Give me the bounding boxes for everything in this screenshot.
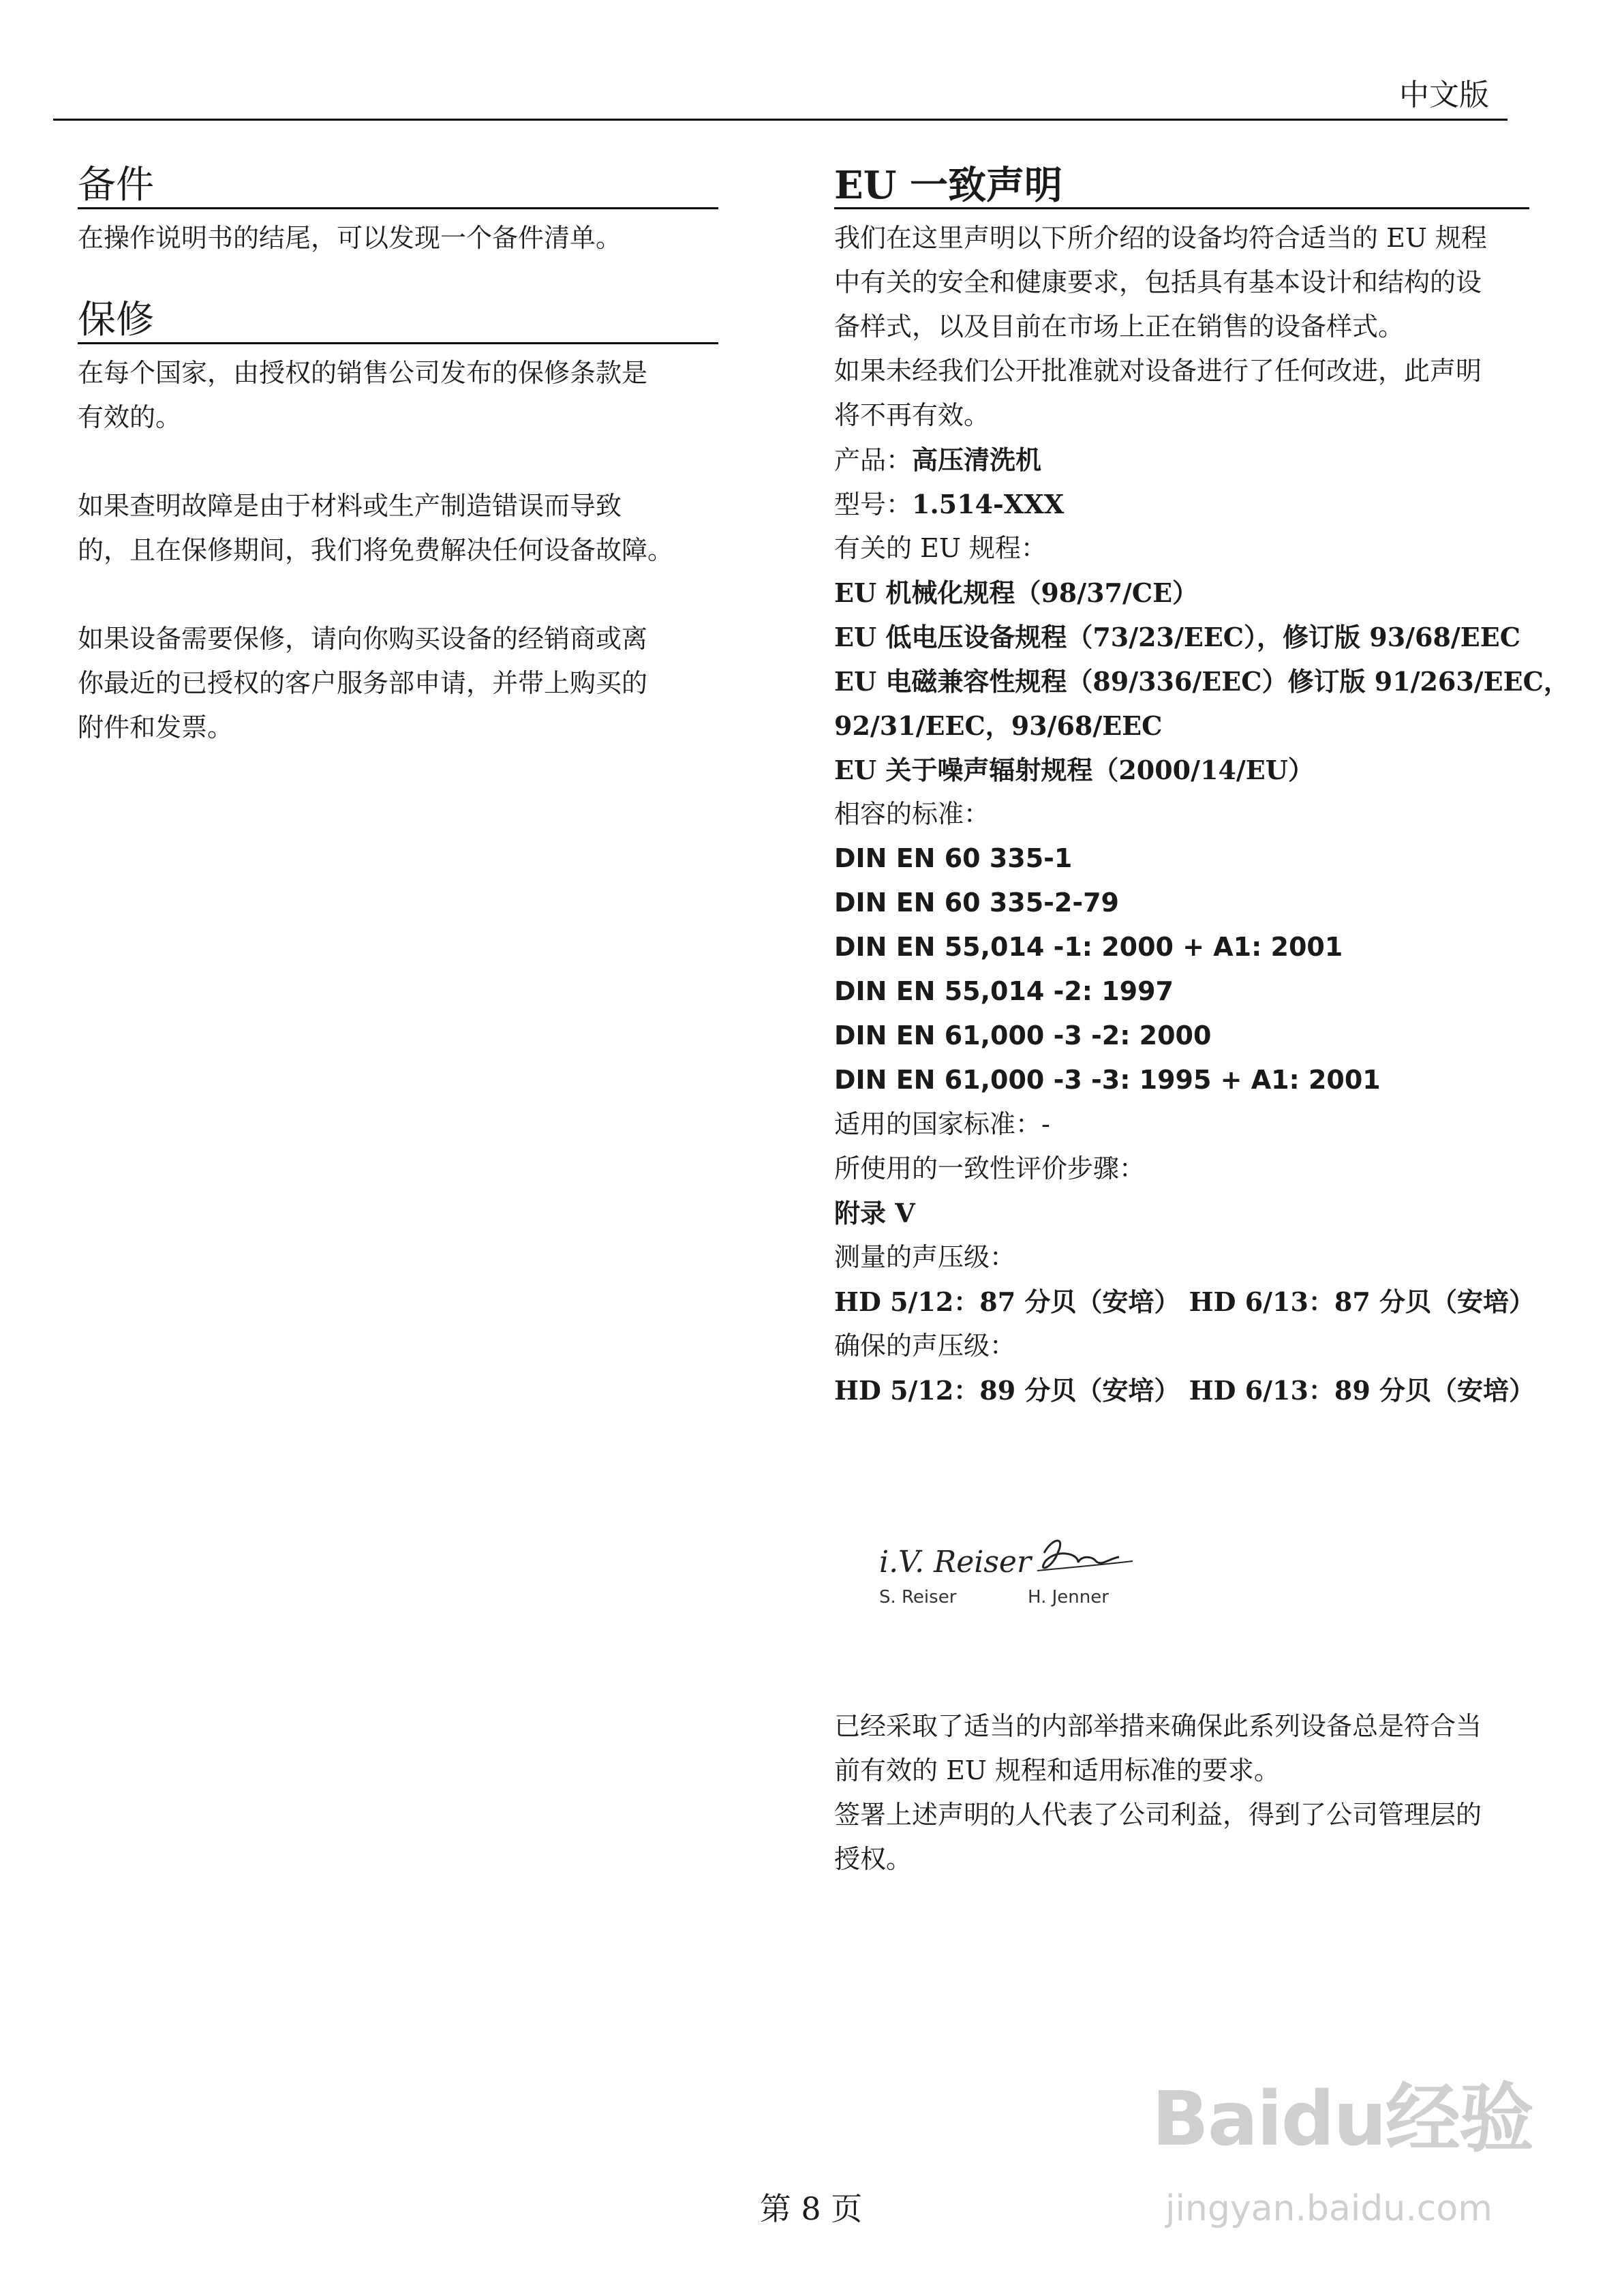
warranty-title: 保修 [78, 299, 718, 344]
guaranteed-value: HD 5/12：89 分贝（安培） HD 6/13：89 分贝（安培） [834, 1375, 1535, 1406]
page-number: 第 8 页 [759, 2190, 863, 2227]
product-value: 高压清洗机 [912, 444, 1042, 475]
warranty-paragraph-3: 如果设备需要保修，请向你购买设备的经销商或离 你最近的已授权的客户服务部申请，并带上购买的 附件和发票。 [78, 624, 648, 742]
directive-line: EU 关于噪声辐射规程（2000/14/EU） [834, 755, 1314, 785]
standard-line: DIN EN 55,014 -1: 2000 + A1: 2001 [834, 932, 1343, 962]
signature-image [874, 1526, 1160, 1628]
model-label: 型号： [834, 489, 913, 519]
declaration-intro: 我们在这里声明以下所介绍的设备均符合适当的 EU 规程 中有关的安全和健康要求，包括具有基本设计和结构的设 备样式，以及目前在市场上正在销售的设备样式。 [834, 223, 1487, 342]
standard-line: DIN EN 60 335-2-79 [834, 888, 1119, 918]
header-rule [53, 119, 1508, 121]
closing-paragraph-2: 签署上述声明的人代表了公司利益，得到了公司管理层的 授权。 [834, 1800, 1482, 1874]
directives-label: 有关的 EU 规程： [834, 533, 1047, 563]
baidu-watermark [1152, 2059, 1561, 2263]
product-label: 产品： [834, 445, 913, 475]
declaration-column [834, 163, 1570, 1413]
declaration-validity: 如果未经我们公开批准就对设备进行了任何改进，此声明 将不再有效。 [834, 356, 1482, 430]
closing-paragraph-1: 已经采取了适当的内部举措来确保此系列设备总是符合当 前有效的 EU 规程和适用标准的要求。 [834, 1711, 1482, 1785]
procedure-label: 所使用的一致性评价步骤： [834, 1153, 1146, 1183]
directive-line: EU 低电压设备规程（73/23/EEC），修订版 93/68/EEC [834, 622, 1520, 652]
closing-statement [834, 1704, 1565, 1882]
signature-reiser-script: i.V. Reiser [879, 1545, 1032, 1580]
spares-title: 备件 [78, 164, 718, 209]
model-line [834, 482, 1565, 526]
declaration-title: EU 一致声明 [834, 164, 1529, 209]
warranty-paragraph-2: 如果查明故障是由于材料或生产制造错误而导致 的，且在保修期间，我们将免费解决任何设备故障。 [78, 491, 674, 565]
directive-line: EU 电磁兼容性规程（89/336/EEC）修订版 91/263/EEC， [834, 666, 1570, 697]
measured-value: HD 5/12：87 分贝（安培） HD 6/13：87 分贝（安培） [834, 1286, 1535, 1317]
guaranteed-label: 确保的声压级： [834, 1331, 1016, 1361]
signatory-name-2: H. Jenner [1028, 1587, 1109, 1607]
standard-line: DIN EN 60 335-1 [834, 843, 1073, 873]
procedure-value: 附录 V [834, 1198, 915, 1228]
standard-line: DIN EN 61,000 -3 -2: 2000 [834, 1021, 1212, 1051]
standard-line: DIN EN 55,014 -2: 1997 [834, 976, 1174, 1006]
warranty-paragraph-1: 在每个国家，由授权的销售公司发布的保修条款是 有效的。 [78, 358, 648, 432]
standard-line: DIN EN 61,000 -3 -3: 1995 + A1: 2001 [834, 1065, 1381, 1095]
language-label: 中文版 [1399, 78, 1489, 112]
signatory-name-1: S. Reiser [879, 1587, 957, 1607]
product-line [834, 438, 1565, 482]
measured-label: 测量的声压级： [834, 1242, 1016, 1272]
signature-block [874, 1526, 1160, 1628]
national-standards-label: 适用的国家标准：- [834, 1109, 1050, 1139]
directive-line: 92/31/EEC，93/68/EEC [834, 710, 1163, 741]
watermark-url: jingyan.baidu.com [1165, 2188, 1493, 2229]
spares-text: 在操作说明书的结尾，可以发现一个备件清单。 [78, 223, 622, 253]
watermark-logo-text: Baidu经验 [1152, 2075, 1533, 2162]
left-column [78, 164, 718, 750]
standards-label: 相容的标准： [834, 799, 990, 829]
directive-line: EU 机械化规程（98/37/CE） [834, 577, 1199, 608]
model-value: 1.514-XXX [912, 489, 1065, 519]
